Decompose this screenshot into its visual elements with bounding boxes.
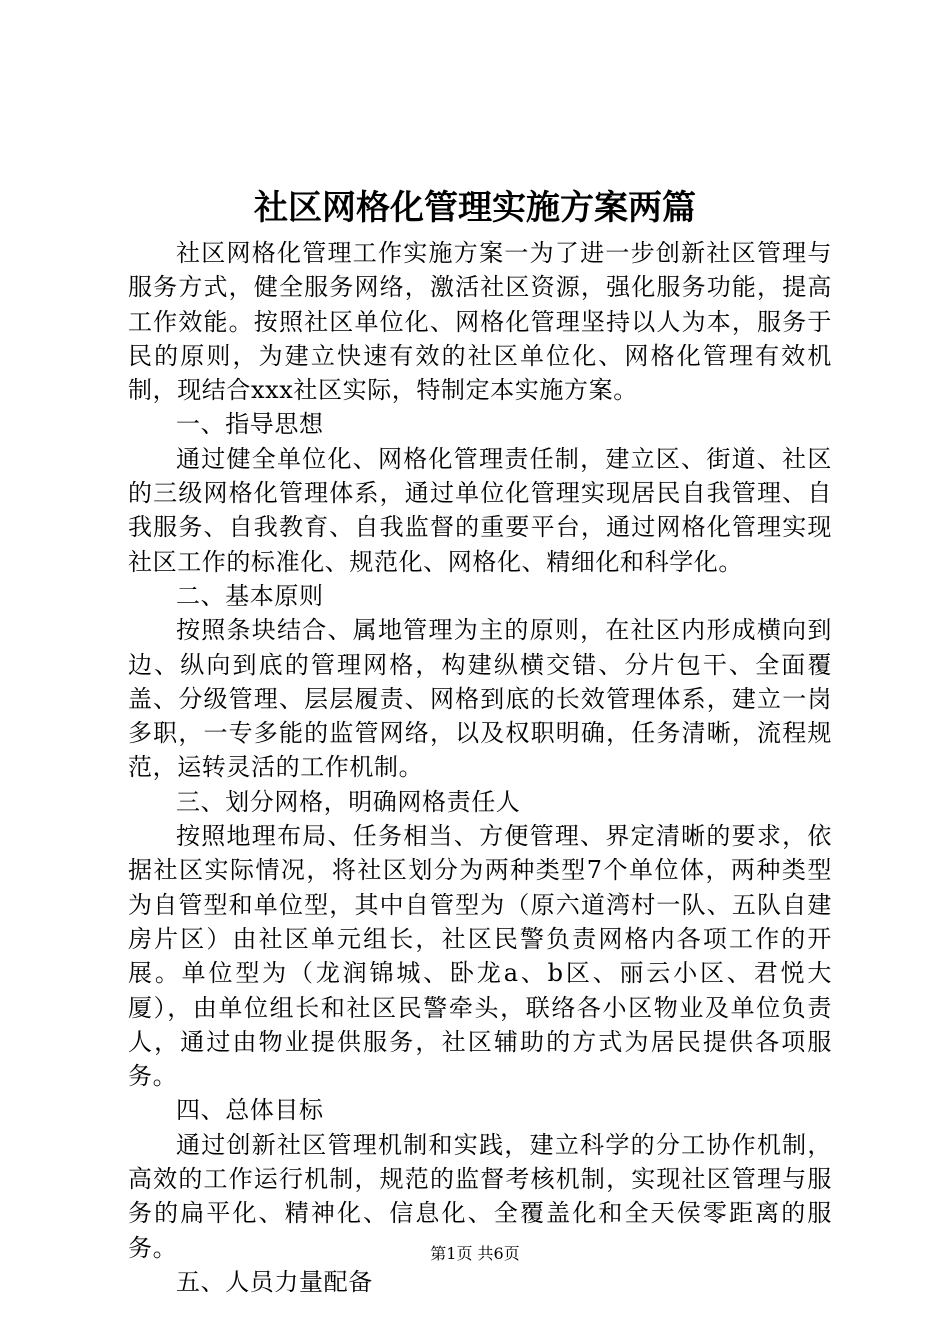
document-body xyxy=(128,236,832,1299)
document-title: 社区网格化管理实施方案两篇 xyxy=(254,188,696,228)
section-heading-guiding-thought: 一、指导思想 xyxy=(176,410,324,439)
section-heading-grid-division: 三、划分网格，明确网格责任人 xyxy=(176,787,521,816)
section-heading-overall-goals: 四、总体目标 xyxy=(176,1096,324,1125)
section-heading-basic-principles: 二、基本原则 xyxy=(176,581,324,610)
page-number-footer: 第1页 共6页 xyxy=(430,1244,520,1263)
paragraph-basic-principles: 按照条块结合、属地管理为主的原则，在社区内形成横向到边、纵向到底的管理网格，构建纵横交错、分片包干、全面覆盖、分级管理、层层履责、网格到底的长效管理体系，建立一岗多职，一专多能的监管网络，以及权职明确，任务清晰，流程规范，运转灵活的工作机制。 xyxy=(128,616,832,782)
paragraph-grid-division: 按照地理布局、任务相当、方便管理、界定清晰的要求，依据社区实际情况，将社区划分为两种类型7个单位体，两种类型为自管型和单位型，其中自管型为（原六道湾村一队、五队自建房片区）由社区单元组长，社区民警负责网格内各项工作的开展。单位型为（龙润锦城、卧龙a、b区、丽云小区、君悦大厦），由单位组长和社区民警牵头，联络各小区物业及单位负责人，通过由物业提供服务，社区辅助的方式为居民提供各项服务。 xyxy=(128,822,832,1091)
paragraph-overall-goals: 通过创新社区管理机制和实践，建立科学的分工协作机制，高效的工作运行机制，规范的监督考核机制，实现社区管理与服务的扁平化、精神化、信息化、全覆盖化和全天侯零距离的服务。 xyxy=(128,1130,832,1262)
paragraph-guiding-thought: 通过健全单位化、网格化管理责任制，建立区、街道、社区的三级网格化管理体系，通过单位化管理实现居民自我管理、自我服务、自我教育、自我监督的重要平台，通过网格化管理实现社区工作的标准化、规范化、网格化、精细化和科学化。 xyxy=(128,444,832,576)
paragraph-intro: 社区网格化管理工作实施方案一为了进一步创新社区管理与服务方式，健全服务网络，激活社区资源，强化服务功能，提高工作效能。按照社区单位化、网格化管理坚持以人为本，服务于民的原则，为建立快速有效的社区单位化、网格化管理有效机制，现结合xxx社区实际，特制定本实施方案。 xyxy=(128,239,832,405)
section-heading-staffing: 五、人员力量配备 xyxy=(176,1267,373,1296)
